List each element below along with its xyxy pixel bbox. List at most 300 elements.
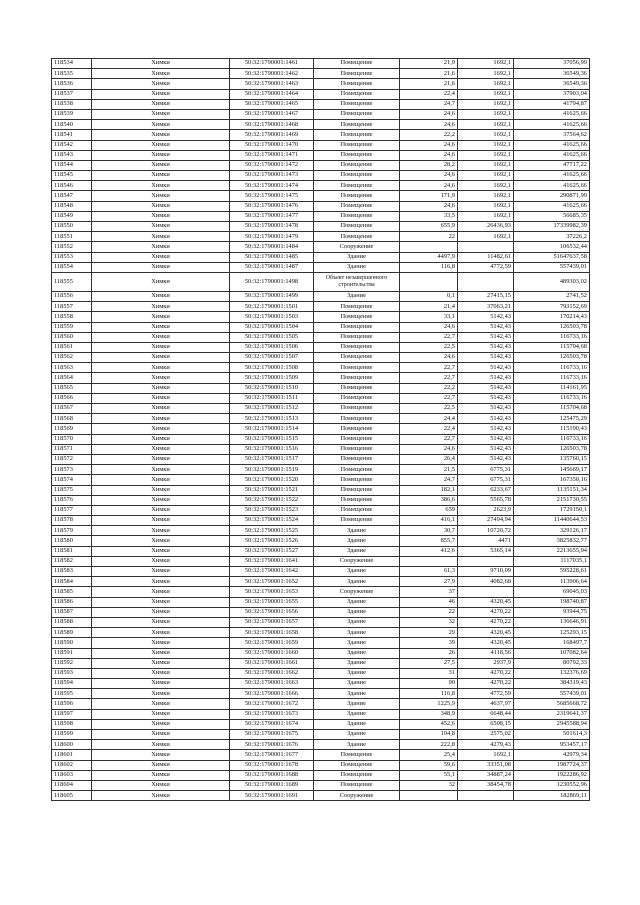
- city-cell: Химки: [92, 272, 230, 291]
- table-row: [52, 291, 590, 301]
- table-row: [52, 638, 590, 648]
- cadastral-value-cell: 37564,62: [514, 130, 590, 140]
- cadastral-value-cell: 132376,69: [514, 668, 590, 678]
- area-cell: 386,6: [400, 495, 458, 505]
- cadastral-number-cell: 50:32:1790001:1487: [230, 262, 314, 272]
- object-type-cell: Здание: [314, 567, 400, 577]
- table-row: [52, 211, 590, 221]
- table-row: [52, 373, 590, 383]
- area-cell: 22,5: [400, 342, 458, 352]
- area-cell: 24,6: [400, 201, 458, 211]
- table-row: [52, 232, 590, 242]
- table-row: [52, 302, 590, 312]
- cadastral-number-cell: 50:32:1790001:1478: [230, 222, 314, 232]
- city-cell: Химки: [92, 556, 230, 566]
- table-row: [52, 109, 590, 119]
- cadastral-number-cell: 50:32:1790001:1512: [230, 404, 314, 414]
- object-type-cell: Помещение: [314, 485, 400, 495]
- cadastral-number-cell: 50:32:1790001:1525: [230, 526, 314, 536]
- row-number: 118547: [52, 191, 92, 201]
- table-row: [52, 485, 590, 495]
- area-cell: 24,6: [400, 322, 458, 332]
- cadastral-number-cell: 50:32:1790001:1501: [230, 302, 314, 312]
- row-number: 118590: [52, 638, 92, 648]
- specific-value-cell: 1692,1: [458, 59, 514, 69]
- area-cell: 171,9: [400, 191, 458, 201]
- object-type-cell: Здание: [314, 617, 400, 627]
- city-cell: Химки: [92, 312, 230, 322]
- area-cell: 29: [400, 628, 458, 638]
- cadastral-number-cell: 50:32:1790001:1673: [230, 709, 314, 719]
- city-cell: Химки: [92, 740, 230, 750]
- cadastral-value-cell: 37056,99: [514, 59, 590, 69]
- city-cell: Химки: [92, 393, 230, 403]
- city-cell: Химки: [92, 597, 230, 607]
- area-cell: 24,7: [400, 99, 458, 109]
- cadastral-number-cell: 50:32:1790001:1498: [230, 272, 314, 291]
- row-number: 118540: [52, 120, 92, 130]
- cadastral-number-cell: 50:32:1790001:1475: [230, 191, 314, 201]
- table-row: [52, 130, 590, 140]
- table-row: [52, 760, 590, 770]
- city-cell: Химки: [92, 79, 230, 89]
- city-cell: Химки: [92, 120, 230, 130]
- specific-value-cell: 5142,43: [458, 342, 514, 352]
- cadastral-value-cell: 115704,68: [514, 404, 590, 414]
- object-type-cell: Помещение: [314, 465, 400, 475]
- area-cell: 32: [400, 780, 458, 790]
- specific-value-cell: [458, 272, 514, 291]
- object-type-cell: Помещение: [314, 99, 400, 109]
- row-number: 118573: [52, 465, 92, 475]
- row-number: 118596: [52, 699, 92, 709]
- cadastral-value-cell: 198740,87: [514, 597, 590, 607]
- cadastral-number-cell: 50:32:1790001:1469: [230, 130, 314, 140]
- cadastral-number-cell: 50:32:1790001:1517: [230, 454, 314, 464]
- specific-value-cell: 4270,22: [458, 668, 514, 678]
- specific-value-cell: 5142,43: [458, 454, 514, 464]
- row-number: 118554: [52, 262, 92, 272]
- row-number: 118588: [52, 617, 92, 627]
- specific-value-cell: 4320,45: [458, 628, 514, 638]
- row-number: 118587: [52, 607, 92, 617]
- row-number: 118559: [52, 322, 92, 332]
- table-row: [52, 617, 590, 627]
- cadastral-number-cell: 50:32:1790001:1676: [230, 740, 314, 750]
- specific-value-cell: 1692,1: [458, 211, 514, 221]
- specific-value-cell: 2623,9: [458, 505, 514, 515]
- object-type-cell: Помещение: [314, 750, 400, 760]
- table-row: [52, 750, 590, 760]
- specific-value-cell: 4270,22: [458, 679, 514, 689]
- area-cell: 22,4: [400, 89, 458, 99]
- area-cell: 22,2: [400, 383, 458, 393]
- object-type-cell: Помещение: [314, 302, 400, 312]
- table-row: [52, 160, 590, 170]
- cadastral-value-cell: 107082,64: [514, 648, 590, 658]
- city-cell: Химки: [92, 140, 230, 150]
- row-number: 118541: [52, 130, 92, 140]
- cadastral-value-cell: 1117035,1: [514, 556, 590, 566]
- specific-value-cell: 4270,22: [458, 607, 514, 617]
- cadastral-value-cell: 41625,66: [514, 171, 590, 181]
- row-number: 118536: [52, 79, 92, 89]
- city-cell: Химки: [92, 730, 230, 740]
- specific-value-cell: 5142,43: [458, 424, 514, 434]
- row-number: 118604: [52, 780, 92, 790]
- table-row: [52, 69, 590, 79]
- row-number: 118555: [52, 272, 92, 291]
- specific-value-cell: 1692,1: [458, 69, 514, 79]
- cadastral-number-cell: 50:32:1790001:1663: [230, 679, 314, 689]
- table-row: [52, 59, 590, 69]
- cadastral-value-cell: 106532,44: [514, 242, 590, 252]
- area-cell: 22,2: [400, 130, 458, 140]
- city-cell: Химки: [92, 719, 230, 729]
- table-row: [52, 658, 590, 668]
- city-cell: Химки: [92, 291, 230, 301]
- row-number: 118593: [52, 668, 92, 678]
- cadastral-number-cell: 50:32:1790001:1655: [230, 597, 314, 607]
- object-type-cell: Помещение: [314, 181, 400, 191]
- row-number: 118550: [52, 222, 92, 232]
- object-type-cell: Помещение: [314, 160, 400, 170]
- cadastral-number-cell: 50:32:1790001:1511: [230, 393, 314, 403]
- table-row: [52, 699, 590, 709]
- cadastral-value-cell: 41625,66: [514, 201, 590, 211]
- object-type-cell: Помещение: [314, 404, 400, 414]
- cadastral-value-cell: 384319,43: [514, 679, 590, 689]
- row-number: 118595: [52, 689, 92, 699]
- row-number: 118582: [52, 556, 92, 566]
- city-cell: Химки: [92, 171, 230, 181]
- cadastral-value-cell: 5685668,72: [514, 699, 590, 709]
- specific-value-cell: 1692,1: [458, 181, 514, 191]
- object-type-cell: Помещение: [314, 201, 400, 211]
- city-cell: Химки: [92, 242, 230, 252]
- cadastral-number-cell: 50:32:1790001:1662: [230, 668, 314, 678]
- row-number: 118577: [52, 505, 92, 515]
- cadastral-value-cell: 116733,16: [514, 373, 590, 383]
- cadastral-value-cell: 41625,66: [514, 120, 590, 130]
- cadastral-number-cell: 50:32:1790001:1660: [230, 648, 314, 658]
- table-row: [52, 770, 590, 780]
- area-cell: 25,4: [400, 750, 458, 760]
- area-cell: 855,7: [400, 536, 458, 546]
- specific-value-cell: 4320,45: [458, 597, 514, 607]
- cadastral-number-cell: 50:32:1790001:1642: [230, 567, 314, 577]
- row-number: 118601: [52, 750, 92, 760]
- area-cell: 416,1: [400, 516, 458, 526]
- area-cell: 26,4: [400, 454, 458, 464]
- cadastral-number-cell: 50:32:1790001:1465: [230, 99, 314, 109]
- cadastral-value-cell: 2151730,55: [514, 495, 590, 505]
- table-row: [52, 342, 590, 352]
- area-cell: 24,6: [400, 150, 458, 160]
- cadastral-number-cell: 50:32:1790001:1507: [230, 353, 314, 363]
- area-cell: 116,8: [400, 689, 458, 699]
- specific-value-cell: 5142,43: [458, 363, 514, 373]
- area-cell: 22,4: [400, 424, 458, 434]
- cadastral-value-cell: 47717,22: [514, 160, 590, 170]
- row-number: 118597: [52, 709, 92, 719]
- cadastral-number-cell: 50:32:1790001:1672: [230, 699, 314, 709]
- table-row: [52, 648, 590, 658]
- area-cell: 659: [400, 505, 458, 515]
- city-cell: Химки: [92, 567, 230, 577]
- city-cell: Химки: [92, 444, 230, 454]
- object-type-cell: Помещение: [314, 79, 400, 89]
- object-type-cell: Помещение: [314, 780, 400, 790]
- object-type-cell: Помещение: [314, 171, 400, 181]
- cadastral-number-cell: 50:32:1790001:1468: [230, 120, 314, 130]
- object-type-cell: Здание: [314, 536, 400, 546]
- object-type-cell: Здание: [314, 648, 400, 658]
- city-cell: Химки: [92, 69, 230, 79]
- area-cell: 22,7: [400, 332, 458, 342]
- area-cell: 32: [400, 617, 458, 627]
- object-type-cell: Сооружение: [314, 556, 400, 566]
- object-type-cell: Здание: [314, 658, 400, 668]
- cadastral-value-cell: 113906,64: [514, 577, 590, 587]
- city-cell: Химки: [92, 130, 230, 140]
- city-cell: Химки: [92, 587, 230, 597]
- row-number: 118565: [52, 383, 92, 393]
- row-number: 118602: [52, 760, 92, 770]
- cadastral-value-cell: 1135151,34: [514, 485, 590, 495]
- object-type-cell: Помещение: [314, 322, 400, 332]
- table-row: [52, 272, 590, 291]
- table-row: [52, 171, 590, 181]
- cadastral-number-cell: 50:32:1790001:1514: [230, 424, 314, 434]
- row-number: 118535: [52, 69, 92, 79]
- object-type-cell: Здание: [314, 252, 400, 262]
- city-cell: Химки: [92, 658, 230, 668]
- table-row: [52, 719, 590, 729]
- cadastral-value-cell: 36549,36: [514, 69, 590, 79]
- object-type-cell: Помещение: [314, 454, 400, 464]
- cadastral-value-cell: 595228,61: [514, 567, 590, 577]
- specific-value-cell: 5142,43: [458, 434, 514, 444]
- area-cell: 21,4: [400, 302, 458, 312]
- table-row: [52, 475, 590, 485]
- specific-value-cell: 5142,43: [458, 322, 514, 332]
- object-type-cell: Помещение: [314, 444, 400, 454]
- specific-value-cell: 5142,43: [458, 353, 514, 363]
- city-cell: Химки: [92, 668, 230, 678]
- table-row: [52, 505, 590, 515]
- city-cell: Химки: [92, 780, 230, 790]
- object-type-cell: Помещение: [314, 393, 400, 403]
- specific-value-cell: 27494,94: [458, 516, 514, 526]
- specific-value-cell: 4471: [458, 536, 514, 546]
- cadastral-number-cell: 50:32:1790001:1661: [230, 658, 314, 668]
- area-cell: 22,7: [400, 393, 458, 403]
- cadastral-number-cell: 50:32:1790001:1657: [230, 617, 314, 627]
- city-cell: Химки: [92, 150, 230, 160]
- specific-value-cell: 4320,45: [458, 638, 514, 648]
- city-cell: Химки: [92, 211, 230, 221]
- area-cell: 348,9: [400, 709, 458, 719]
- city-cell: Химки: [92, 536, 230, 546]
- city-cell: Химки: [92, 485, 230, 495]
- cadastral-value-cell: 114161,95: [514, 383, 590, 393]
- table-row: [52, 526, 590, 536]
- specific-value-cell: 27415,15: [458, 291, 514, 301]
- table-row: [52, 414, 590, 424]
- object-type-cell: [314, 272, 400, 291]
- specific-value-cell: 9710,09: [458, 567, 514, 577]
- specific-value-cell: 5142,43: [458, 414, 514, 424]
- area-cell: 21,6: [400, 69, 458, 79]
- table-row: [52, 597, 590, 607]
- cadastral-number-cell: 50:32:1790001:1666: [230, 689, 314, 699]
- cadastral-value-cell: 41794,87: [514, 99, 590, 109]
- table-row: [52, 577, 590, 587]
- cadastral-number-cell: 50:32:1790001:1678: [230, 760, 314, 770]
- cadastral-number-cell: 50:32:1790001:1464: [230, 89, 314, 99]
- city-cell: Химки: [92, 546, 230, 556]
- object-type-cell: Здание: [314, 709, 400, 719]
- city-cell: Химки: [92, 516, 230, 526]
- cadastral-number-cell: 50:32:1790001:1524: [230, 516, 314, 526]
- cadastral-number-cell: 50:32:1790001:1674: [230, 719, 314, 729]
- table-row: [52, 404, 590, 414]
- cadastral-number-cell: 50:32:1790001:1658: [230, 628, 314, 638]
- area-cell: 22: [400, 232, 458, 242]
- row-number: 118538: [52, 99, 92, 109]
- specific-value-cell: [458, 791, 514, 801]
- cadastral-number-cell: 50:32:1790001:1471: [230, 150, 314, 160]
- table-row: [52, 363, 590, 373]
- table-row: [52, 668, 590, 678]
- specific-value-cell: 4772,59: [458, 262, 514, 272]
- city-cell: Химки: [92, 770, 230, 780]
- row-number: 118544: [52, 160, 92, 170]
- object-type-cell: Помещение: [314, 140, 400, 150]
- table-row: [52, 628, 590, 638]
- area-cell: 46: [400, 597, 458, 607]
- object-type-cell: Помещение: [314, 332, 400, 342]
- cadastral-number-cell: 50:32:1790001:1641: [230, 556, 314, 566]
- row-number: 118537: [52, 89, 92, 99]
- city-cell: Химки: [92, 201, 230, 211]
- specific-value-cell: 4118,56: [458, 648, 514, 658]
- area-cell: 55,1: [400, 770, 458, 780]
- specific-value-cell: 4772,59: [458, 689, 514, 699]
- specific-value-cell: 1692,1: [458, 171, 514, 181]
- row-number: 118578: [52, 516, 92, 526]
- city-cell: Химки: [92, 322, 230, 332]
- object-type-cell: Помещение: [314, 383, 400, 393]
- city-cell: Химки: [92, 495, 230, 505]
- specific-value-cell: 6508,15: [458, 719, 514, 729]
- cadastral-value-cell: 125475,29: [514, 414, 590, 424]
- object-type-cell: Помещение: [314, 150, 400, 160]
- table-row: [52, 222, 590, 232]
- object-type-cell: Помещение: [314, 363, 400, 373]
- specific-value-cell: 1692,1: [458, 79, 514, 89]
- cadastral-value-cell: 42979,34: [514, 750, 590, 760]
- cadastral-number-cell: 50:32:1790001:1504: [230, 322, 314, 332]
- area-cell: 24,7: [400, 475, 458, 485]
- city-cell: Химки: [92, 760, 230, 770]
- cadastral-value-cell: 1729150,1: [514, 505, 590, 515]
- cadastral-number-cell: 50:32:1790001:1467: [230, 109, 314, 119]
- table-row: [52, 322, 590, 332]
- row-number: 118558: [52, 312, 92, 322]
- table-row: [52, 587, 590, 597]
- cadastral-value-cell: 115704,68: [514, 342, 590, 352]
- cadastral-value-cell: 41625,66: [514, 181, 590, 191]
- table-row: [52, 465, 590, 475]
- cadastral-value-cell: 69045,03: [514, 587, 590, 597]
- row-number: 118567: [52, 404, 92, 414]
- cadastral-value-cell: 953457,17: [514, 740, 590, 750]
- row-number: 118539: [52, 109, 92, 119]
- cadastral-number-cell: 50:32:1790001:1484: [230, 242, 314, 252]
- specific-value-cell: 1692,1: [458, 191, 514, 201]
- specific-value-cell: 5365,14: [458, 546, 514, 556]
- specific-value-cell: [458, 587, 514, 597]
- area-cell: 222,8: [400, 740, 458, 750]
- area-cell: 21,6: [400, 79, 458, 89]
- area-cell: 22,5: [400, 404, 458, 414]
- row-number: 118560: [52, 332, 92, 342]
- cadastral-number-cell: 50:32:1790001:1472: [230, 160, 314, 170]
- city-cell: Химки: [92, 617, 230, 627]
- row-number: 118575: [52, 485, 92, 495]
- cadastral-value-cell: 290871,99: [514, 191, 590, 201]
- cadastral-value-cell: 11440644,53: [514, 516, 590, 526]
- object-type-cell: Здание: [314, 291, 400, 301]
- cadastral-value-cell: 1230552,96: [514, 780, 590, 790]
- object-type-cell: Помещение: [314, 89, 400, 99]
- table-row: [52, 434, 590, 444]
- row-number: 118548: [52, 201, 92, 211]
- cadastral-number-cell: 50:32:1790001:1485: [230, 252, 314, 262]
- table-row: [52, 424, 590, 434]
- area-cell: 182,1: [400, 485, 458, 495]
- table-row: [52, 679, 590, 689]
- table-row: [52, 150, 590, 160]
- row-number: 118598: [52, 719, 92, 729]
- cadastral-number-cell: 50:32:1790001:1499: [230, 291, 314, 301]
- cadastral-value-cell: 37226,2: [514, 232, 590, 242]
- specific-value-cell: [458, 556, 514, 566]
- cadastral-value-cell: 170214,43: [514, 312, 590, 322]
- city-cell: Химки: [92, 791, 230, 801]
- specific-value-cell: 1692,1: [458, 89, 514, 99]
- table-row: [52, 242, 590, 252]
- cadastral-value-cell: 136646,91: [514, 617, 590, 627]
- object-type-cell: Помещение: [314, 434, 400, 444]
- specific-value-cell: 4082,68: [458, 577, 514, 587]
- cadastral-value-table: [51, 58, 590, 801]
- cadastral-value-cell: 501614,3: [514, 730, 590, 740]
- city-cell: Химки: [92, 526, 230, 536]
- area-cell: 452,6: [400, 719, 458, 729]
- row-number: 118594: [52, 679, 92, 689]
- cadastral-number-cell: 50:32:1790001:1523: [230, 505, 314, 515]
- city-cell: Химки: [92, 638, 230, 648]
- city-cell: Химки: [92, 89, 230, 99]
- object-type-cell: Помещение: [314, 342, 400, 352]
- object-type-cell: Помещение: [314, 109, 400, 119]
- row-number: 118581: [52, 546, 92, 556]
- specific-value-cell: 5142,43: [458, 312, 514, 322]
- area-cell: 21,5: [400, 465, 458, 475]
